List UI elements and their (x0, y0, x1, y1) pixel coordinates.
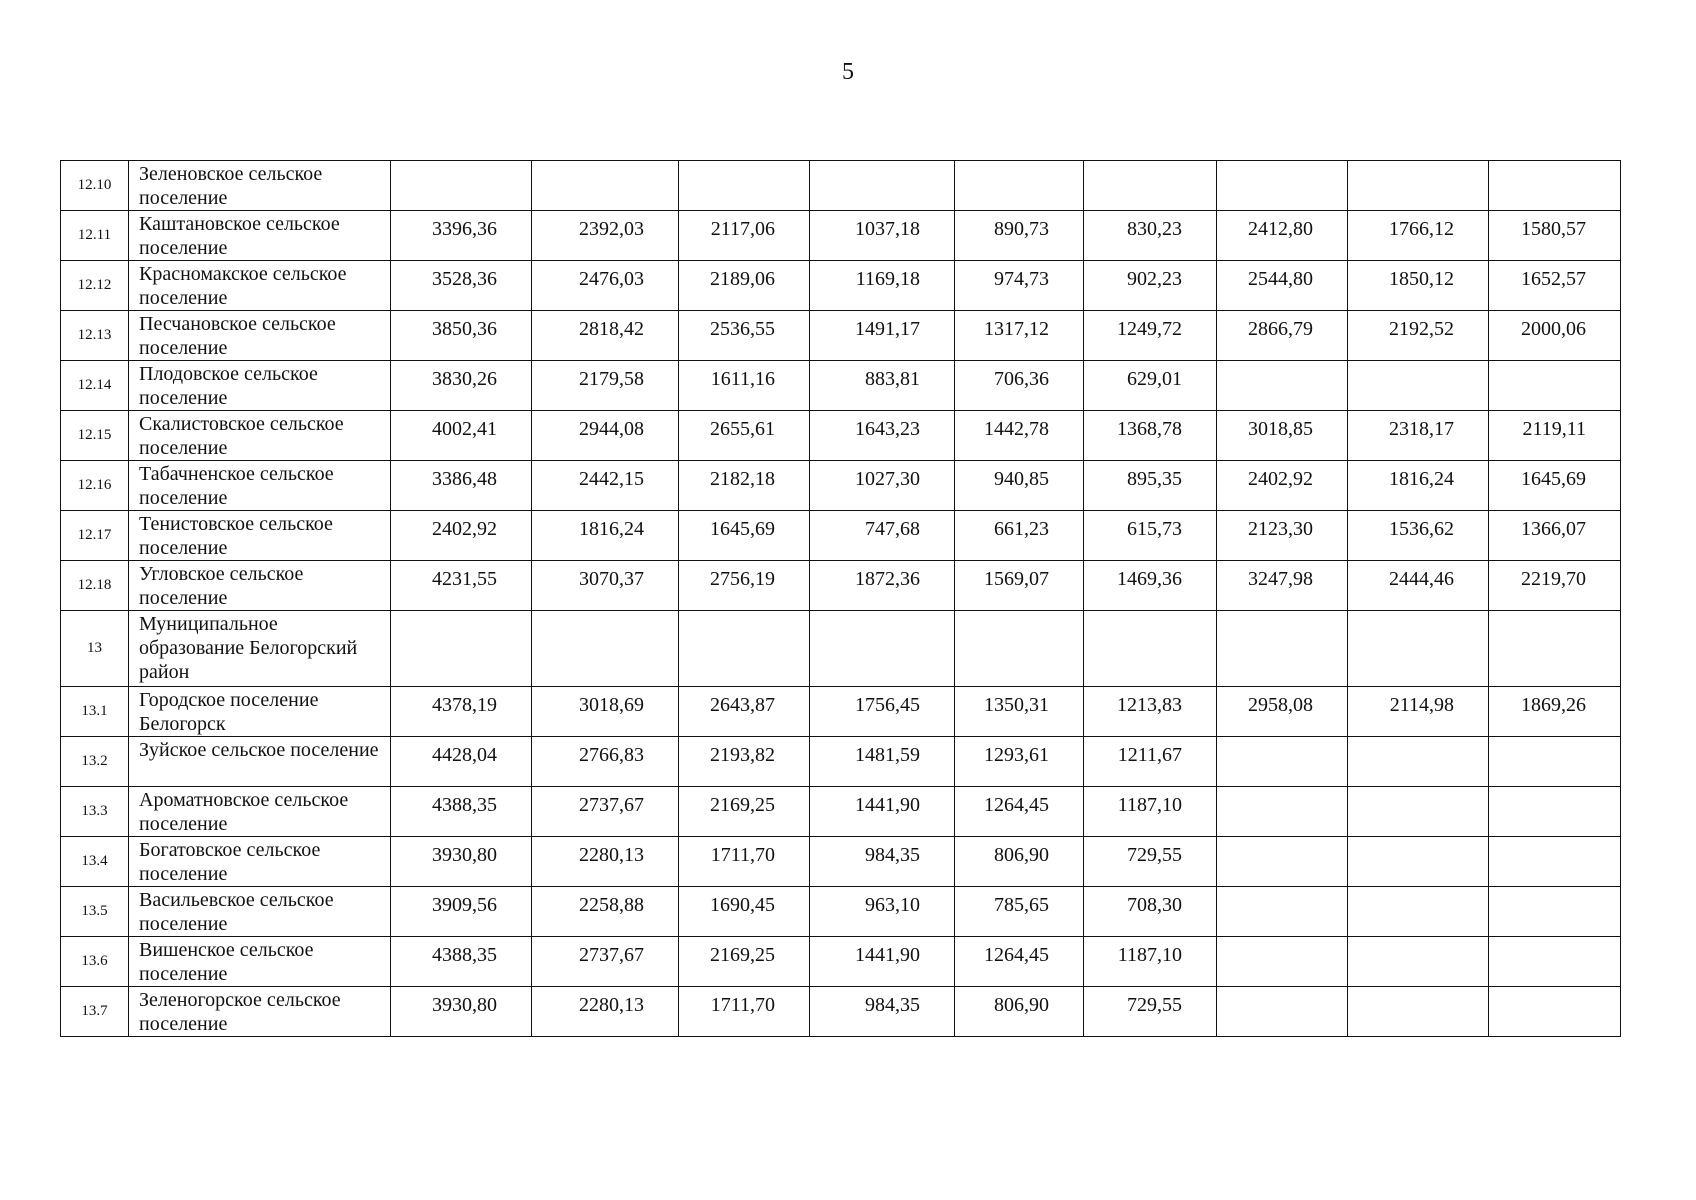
value-cell: 3830,26 (391, 361, 532, 411)
value-cell: 661,23 (955, 511, 1084, 561)
value-cell (1217, 887, 1348, 937)
value-cell: 2756,19 (679, 561, 810, 611)
value-cell: 1869,26 (1489, 687, 1621, 737)
value-cell: 2402,92 (1217, 461, 1348, 511)
value-cell: 1690,45 (679, 887, 810, 937)
value-cell: 2737,67 (532, 787, 679, 837)
table-row (61, 687, 1621, 737)
value-cell: 974,73 (955, 261, 1084, 311)
value-cell (1489, 987, 1621, 1037)
value-cell: 1027,30 (810, 461, 955, 511)
value-cell: 2258,88 (532, 887, 679, 937)
value-cell: 1211,67 (1084, 737, 1217, 787)
value-cell (1217, 361, 1348, 411)
value-cell: 2958,08 (1217, 687, 1348, 737)
value-cell: 1491,17 (810, 311, 955, 361)
value-cell (1489, 611, 1621, 687)
value-cell: 3396,36 (391, 211, 532, 261)
value-cell (1084, 611, 1217, 687)
value-cell (1348, 611, 1489, 687)
value-cell: 2280,13 (532, 987, 679, 1037)
tariff-table (60, 160, 1621, 1037)
row-number: 12.10 (61, 161, 129, 211)
value-cell: 883,81 (810, 361, 955, 411)
value-cell (1489, 737, 1621, 787)
value-cell: 2189,06 (679, 261, 810, 311)
settlement-name: Васильевское сельское поселение (129, 887, 391, 937)
value-cell (1489, 887, 1621, 937)
table-row (61, 311, 1621, 361)
value-cell: 3528,36 (391, 261, 532, 311)
value-cell: 2182,18 (679, 461, 810, 511)
value-cell (1348, 887, 1489, 937)
value-cell: 2117,06 (679, 211, 810, 261)
value-cell (532, 161, 679, 211)
row-number: 12.18 (61, 561, 129, 611)
value-cell: 708,30 (1084, 887, 1217, 937)
value-cell (532, 611, 679, 687)
value-cell: 1213,83 (1084, 687, 1217, 737)
settlement-name: Зеленовское сельское поселение (129, 161, 391, 211)
value-cell: 4428,04 (391, 737, 532, 787)
value-cell: 729,55 (1084, 837, 1217, 887)
value-cell (1217, 787, 1348, 837)
value-cell (391, 161, 532, 211)
value-cell: 2179,58 (532, 361, 679, 411)
value-cell: 615,73 (1084, 511, 1217, 561)
value-cell: 1816,24 (532, 511, 679, 561)
table-row (61, 511, 1621, 561)
value-cell (679, 611, 810, 687)
value-cell: 2643,87 (679, 687, 810, 737)
value-cell: 706,36 (955, 361, 1084, 411)
value-cell: 1652,57 (1489, 261, 1621, 311)
value-cell (679, 161, 810, 211)
value-cell: 2866,79 (1217, 311, 1348, 361)
row-number: 12.16 (61, 461, 129, 511)
table-row (61, 887, 1621, 937)
value-cell: 2169,25 (679, 787, 810, 837)
table-row (61, 161, 1621, 211)
table-row (61, 261, 1621, 311)
table-row (61, 361, 1621, 411)
settlement-name: Тенистовское сельское поселение (129, 511, 391, 561)
value-cell: 1580,57 (1489, 211, 1621, 261)
settlement-name: Богатовское сельское поселение (129, 837, 391, 887)
row-number: 13.3 (61, 787, 129, 837)
value-cell: 3930,80 (391, 987, 532, 1037)
value-cell: 940,85 (955, 461, 1084, 511)
value-cell: 806,90 (955, 837, 1084, 887)
value-cell: 4378,19 (391, 687, 532, 737)
row-number: 13.4 (61, 837, 129, 887)
value-cell (1217, 987, 1348, 1037)
value-cell: 963,10 (810, 887, 955, 937)
row-number: 12.14 (61, 361, 129, 411)
value-cell: 2169,25 (679, 937, 810, 987)
value-cell: 3070,37 (532, 561, 679, 611)
row-number: 12.11 (61, 211, 129, 261)
settlement-name: Песчановское сельское поселение (129, 311, 391, 361)
value-cell: 3909,56 (391, 887, 532, 937)
value-cell: 2280,13 (532, 837, 679, 887)
value-cell: 1872,36 (810, 561, 955, 611)
settlement-name: Зуйское сельское поселение (129, 737, 391, 787)
row-number: 12.15 (61, 411, 129, 461)
value-cell: 3930,80 (391, 837, 532, 887)
value-cell: 1249,72 (1084, 311, 1217, 361)
value-cell (391, 611, 532, 687)
table-row (61, 211, 1621, 261)
value-cell (1217, 937, 1348, 987)
value-cell: 830,23 (1084, 211, 1217, 261)
value-cell: 1643,23 (810, 411, 955, 461)
table-row (61, 937, 1621, 987)
value-cell: 2766,83 (532, 737, 679, 787)
settlement-name: Ароматновское сельское поселение (129, 787, 391, 837)
row-number: 12.12 (61, 261, 129, 311)
table-row (61, 987, 1621, 1037)
value-cell: 1187,10 (1084, 787, 1217, 837)
value-cell: 1756,45 (810, 687, 955, 737)
value-cell: 1366,07 (1489, 511, 1621, 561)
table-body (61, 161, 1621, 1037)
value-cell: 2737,67 (532, 937, 679, 987)
value-cell (955, 161, 1084, 211)
value-cell: 1264,45 (955, 787, 1084, 837)
value-cell (810, 161, 955, 211)
settlement-name: Зеленогорское сельское поселение (129, 987, 391, 1037)
value-cell: 1645,69 (679, 511, 810, 561)
value-cell: 1816,24 (1348, 461, 1489, 511)
value-cell (1489, 161, 1621, 211)
value-cell: 2318,17 (1348, 411, 1489, 461)
value-cell (1489, 937, 1621, 987)
value-cell: 1441,90 (810, 787, 955, 837)
table-row (61, 737, 1621, 787)
value-cell: 3850,36 (391, 311, 532, 361)
table-row (61, 787, 1621, 837)
value-cell: 1350,31 (955, 687, 1084, 737)
table-row (61, 411, 1621, 461)
value-cell (1217, 161, 1348, 211)
value-cell: 4231,55 (391, 561, 532, 611)
value-cell (1217, 737, 1348, 787)
value-cell: 1469,36 (1084, 561, 1217, 611)
value-cell: 1481,59 (810, 737, 955, 787)
value-cell: 2114,98 (1348, 687, 1489, 737)
value-cell: 629,01 (1084, 361, 1217, 411)
settlement-name: Красномакское сельское поселение (129, 261, 391, 311)
settlement-name: Вишенское сельское поселение (129, 937, 391, 987)
value-cell: 2536,55 (679, 311, 810, 361)
value-cell (1348, 937, 1489, 987)
value-cell: 2192,52 (1348, 311, 1489, 361)
value-cell: 2655,61 (679, 411, 810, 461)
value-cell: 747,68 (810, 511, 955, 561)
value-cell: 3386,48 (391, 461, 532, 511)
page-number: 5 (842, 59, 854, 85)
settlement-name: Городское поселение Белогорск (129, 687, 391, 737)
value-cell: 1850,12 (1348, 261, 1489, 311)
value-cell (1348, 787, 1489, 837)
value-cell: 2123,30 (1217, 511, 1348, 561)
value-cell: 984,35 (810, 837, 955, 887)
value-cell (1217, 611, 1348, 687)
value-cell: 4002,41 (391, 411, 532, 461)
value-cell: 3018,85 (1217, 411, 1348, 461)
value-cell: 806,90 (955, 987, 1084, 1037)
settlement-name: Скалистовское сельское поселение (129, 411, 391, 461)
value-cell (1084, 161, 1217, 211)
row-number: 12.13 (61, 311, 129, 361)
value-cell: 1569,07 (955, 561, 1084, 611)
row-number: 13.5 (61, 887, 129, 937)
value-cell: 1293,61 (955, 737, 1084, 787)
value-cell (955, 611, 1084, 687)
value-cell: 2193,82 (679, 737, 810, 787)
value-cell: 1766,12 (1348, 211, 1489, 261)
table-row (61, 561, 1621, 611)
value-cell: 1187,10 (1084, 937, 1217, 987)
value-cell: 984,35 (810, 987, 955, 1037)
row-number: 12.17 (61, 511, 129, 561)
value-cell (1489, 787, 1621, 837)
value-cell: 895,35 (1084, 461, 1217, 511)
value-cell: 729,55 (1084, 987, 1217, 1037)
value-cell: 902,23 (1084, 261, 1217, 311)
value-cell: 1611,16 (679, 361, 810, 411)
value-cell: 1711,70 (679, 987, 810, 1037)
value-cell (1348, 987, 1489, 1037)
value-cell: 3247,98 (1217, 561, 1348, 611)
value-cell: 2544,80 (1217, 261, 1348, 311)
value-cell: 2412,80 (1217, 211, 1348, 261)
value-cell: 2392,03 (532, 211, 679, 261)
value-cell: 2442,15 (532, 461, 679, 511)
value-cell (1348, 361, 1489, 411)
value-cell (1348, 837, 1489, 887)
value-cell: 2219,70 (1489, 561, 1621, 611)
value-cell: 890,73 (955, 211, 1084, 261)
value-cell: 4388,35 (391, 937, 532, 987)
table-row (61, 461, 1621, 511)
value-cell: 2944,08 (532, 411, 679, 461)
value-cell (1217, 837, 1348, 887)
table-row (61, 837, 1621, 887)
value-cell: 1442,78 (955, 411, 1084, 461)
table-row (61, 611, 1621, 687)
value-cell: 1536,62 (1348, 511, 1489, 561)
settlement-name: Угловское сельское поселение (129, 561, 391, 611)
value-cell: 1169,18 (810, 261, 955, 311)
value-cell: 785,65 (955, 887, 1084, 937)
settlement-name: Плодовское сельское поселение (129, 361, 391, 411)
value-cell: 2000,06 (1489, 311, 1621, 361)
value-cell: 1441,90 (810, 937, 955, 987)
value-cell: 1264,45 (955, 937, 1084, 987)
row-number: 13.7 (61, 987, 129, 1037)
settlement-name: Каштановское сельское поселение (129, 211, 391, 261)
row-number: 13 (61, 611, 129, 687)
value-cell (1348, 737, 1489, 787)
value-cell: 2402,92 (391, 511, 532, 561)
value-cell: 2476,03 (532, 261, 679, 311)
value-cell: 1037,18 (810, 211, 955, 261)
value-cell (1489, 361, 1621, 411)
value-cell: 1317,12 (955, 311, 1084, 361)
value-cell: 2818,42 (532, 311, 679, 361)
value-cell: 1711,70 (679, 837, 810, 887)
value-cell (1489, 837, 1621, 887)
value-cell: 2119,11 (1489, 411, 1621, 461)
value-cell: 1645,69 (1489, 461, 1621, 511)
value-cell (1348, 161, 1489, 211)
settlement-name: Муниципальное образование Белогорский район (129, 611, 391, 687)
row-number: 13.1 (61, 687, 129, 737)
settlement-name: Табачненское сельское поселение (129, 461, 391, 511)
value-cell: 3018,69 (532, 687, 679, 737)
value-cell (810, 611, 955, 687)
value-cell: 2444,46 (1348, 561, 1489, 611)
row-number: 13.6 (61, 937, 129, 987)
value-cell: 4388,35 (391, 787, 532, 837)
value-cell: 1368,78 (1084, 411, 1217, 461)
row-number: 13.2 (61, 737, 129, 787)
